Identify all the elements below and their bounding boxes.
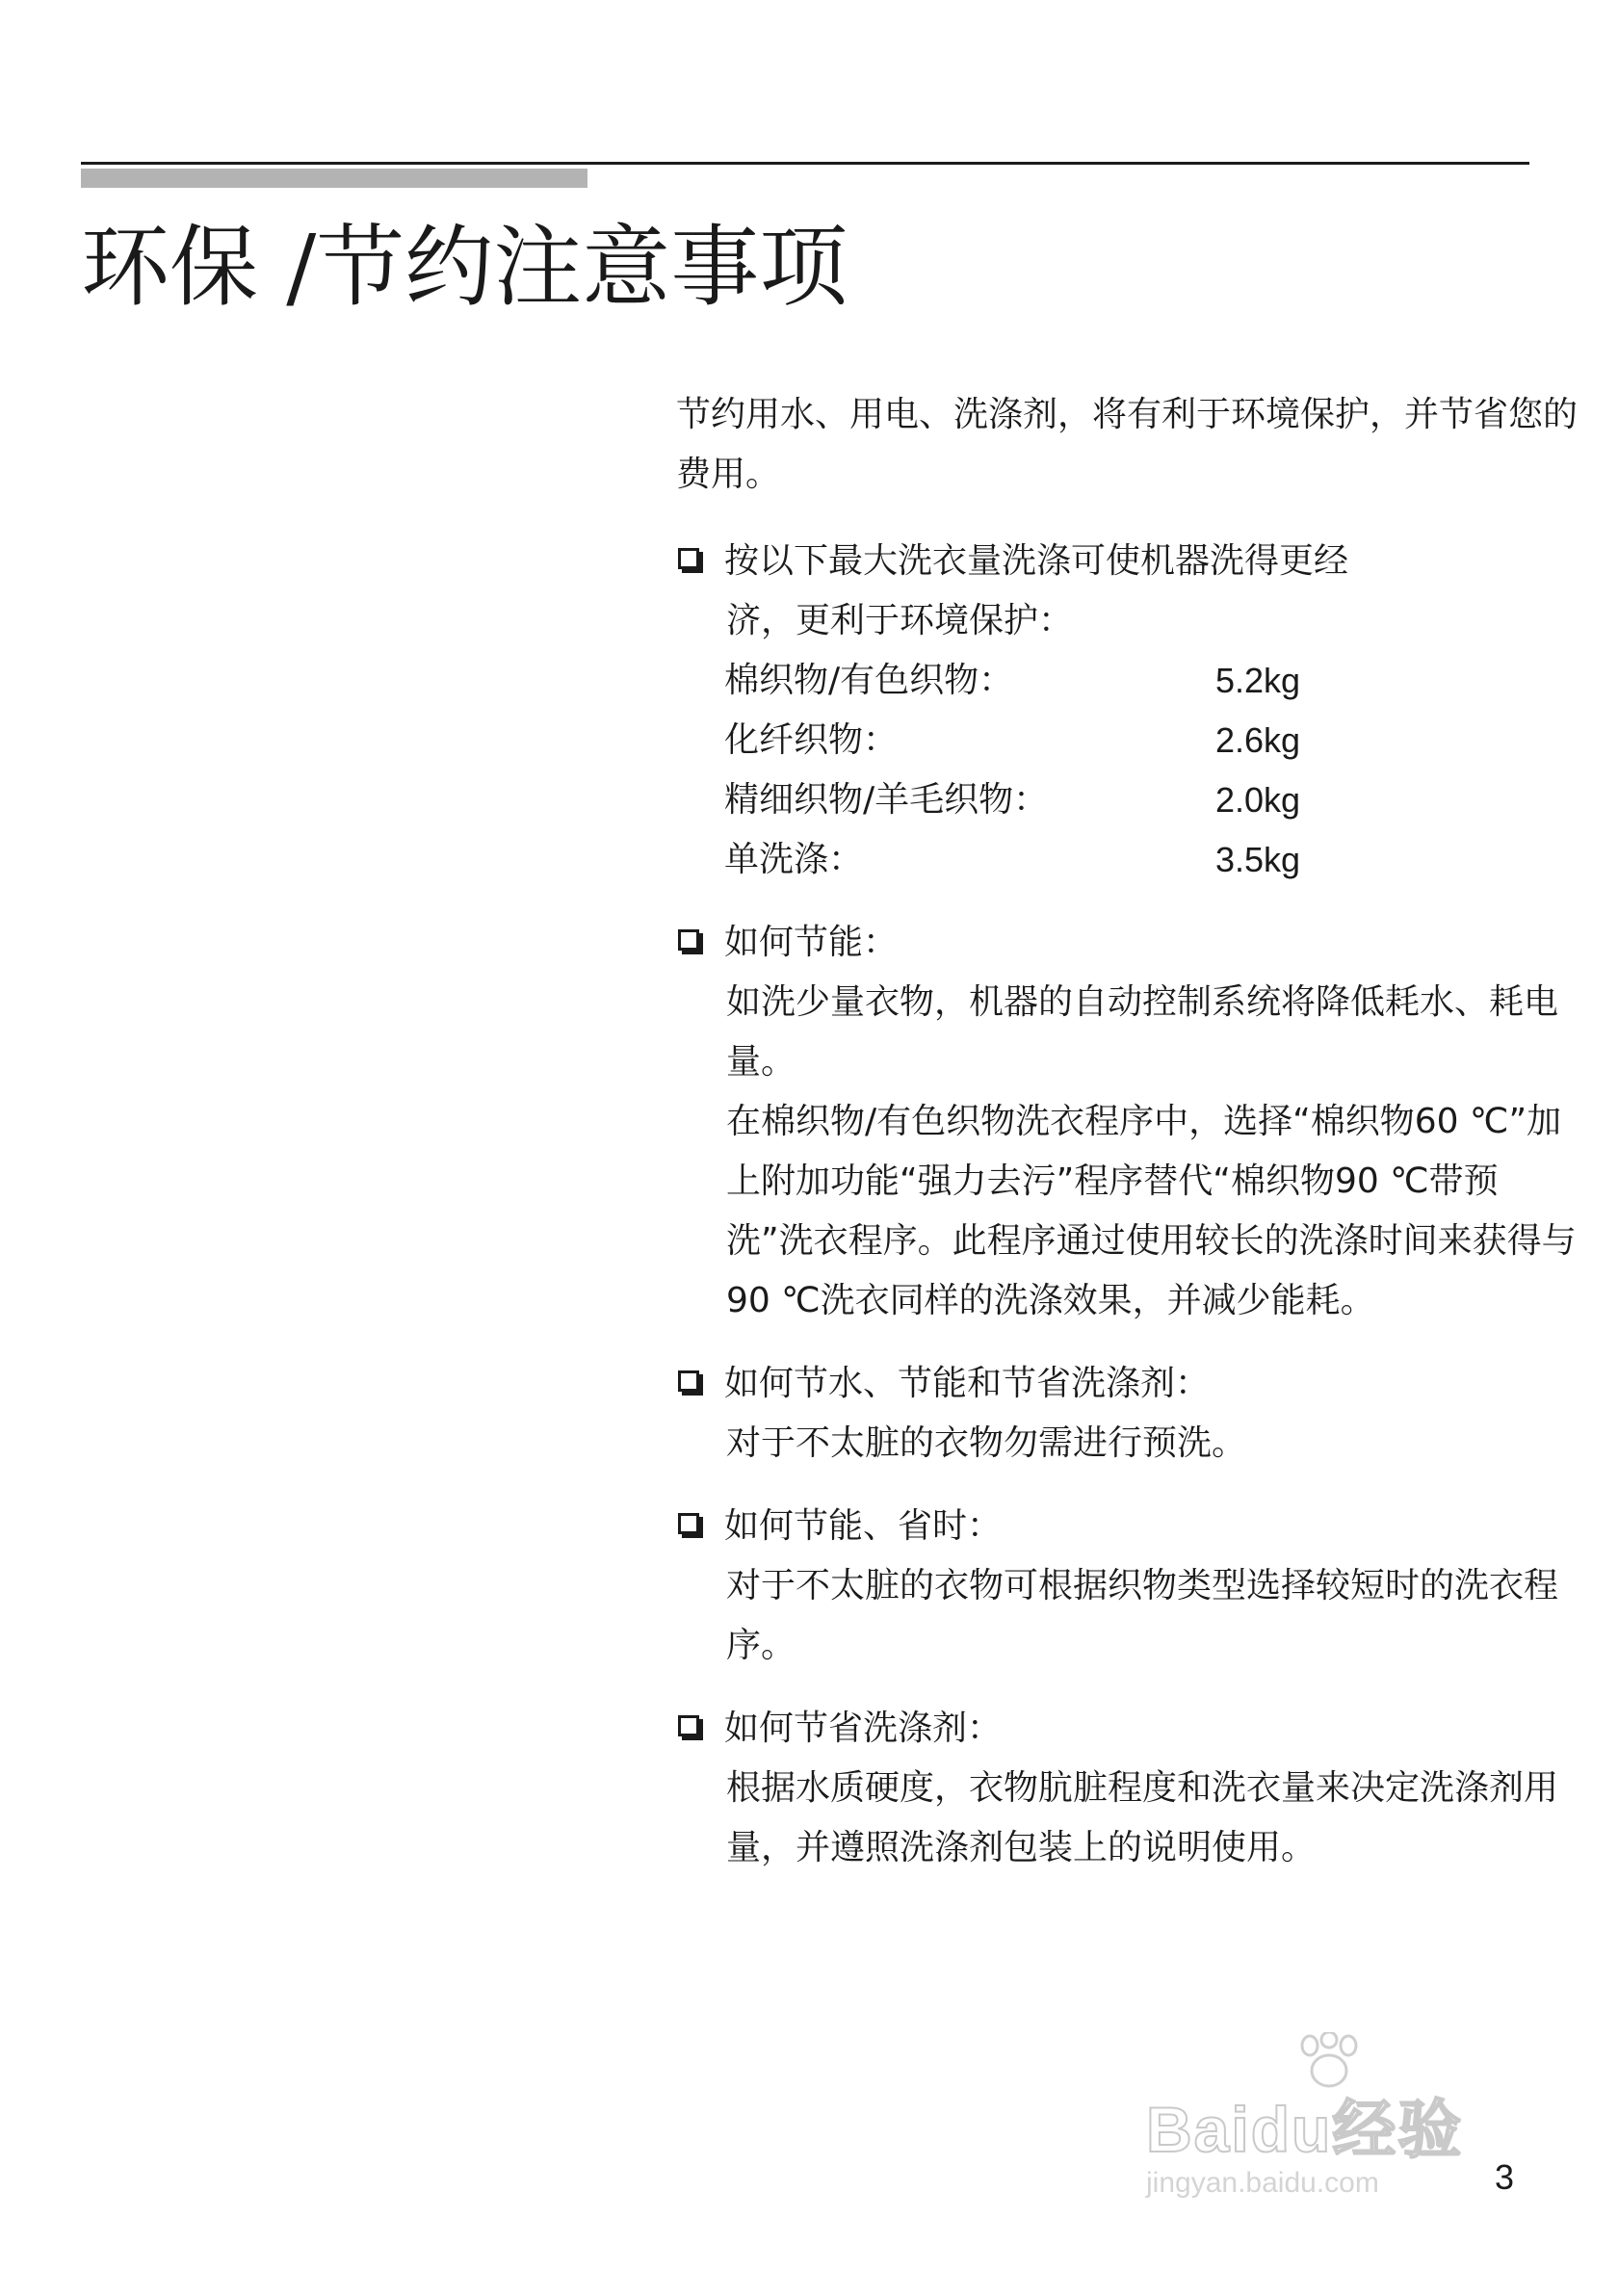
load-value: 3.5kg <box>1215 840 1301 879</box>
section-water-energy-detergent <box>676 1354 1581 1474</box>
load-label: 精细织物/羊毛织物： <box>724 780 1049 820</box>
section-heading <box>676 1497 1581 1556</box>
watermark-logo-text: Baidu经验 <box>1146 2094 1464 2165</box>
section-heading <box>676 1354 1581 1414</box>
section-body: 对于不太脏的衣物可根据织物类型选择较短时的洗衣程序。 <box>726 1566 1559 1665</box>
section-energy-time <box>676 1497 1581 1676</box>
section-heading <box>676 1699 1581 1759</box>
section-heading-text: 如何节水、节能和节省洗涤剂： <box>724 1364 1211 1403</box>
section-energy-saving <box>676 913 1581 1331</box>
page-number: 3 <box>1495 2157 1515 2197</box>
section-body: 根据水质硬度，衣物肮脏程度和洗衣量来决定洗涤剂用量，并遵照洗涤剂包装上的说明使用。 <box>726 1768 1559 1867</box>
checkbox-bullet-icon <box>678 1715 699 1736</box>
section-detergent-saving <box>676 1699 1581 1878</box>
load-label: 单洗涤： <box>724 840 864 879</box>
load-value: 2.6kg <box>1215 720 1301 760</box>
section-heading-text: 如何节省洗涤剂： <box>724 1709 1003 1748</box>
load-row-synthetics <box>676 711 1581 770</box>
checkbox-bullet-icon <box>678 548 699 569</box>
load-label: 棉织物/有色织物： <box>724 661 1014 700</box>
load-value: 5.2kg <box>1215 661 1301 700</box>
load-row-cotton <box>676 651 1581 711</box>
section-heading <box>676 532 1581 591</box>
checkbox-bullet-icon <box>678 1513 699 1534</box>
checkbox-bullet-icon <box>678 1370 699 1392</box>
load-value: 2.0kg <box>1215 780 1301 820</box>
section-heading <box>676 913 1581 973</box>
load-row-wash-only <box>676 830 1581 890</box>
section-heading-text: 如何节能： <box>724 923 899 962</box>
page-title: 环保 /节约注意事项 <box>81 216 848 319</box>
section-heading-continuation: 济，更利于环境保护： <box>726 601 1074 640</box>
watermark-url: jingyan.baidu.com <box>1146 2167 1379 2199</box>
load-label: 化纤织物： <box>724 720 899 760</box>
section-body: 如洗少量衣物，机器的自动控制系统将降低耗水、耗电量。 <box>726 982 1559 1082</box>
section-body: 在棉织物/有色织物洗衣程序中，选择“棉织物60 ℃”加上附加功能“强力去污”程序替代“棉织物90 ℃带预洗”洗衣程序。此程序通过使用较长的洗涤时间来获得与90 ℃洗衣同样的洗涤效果，并减少能耗。 <box>726 1102 1577 1320</box>
section-heading-text: 按以下最大洗衣量洗涤可使机器洗得更经 <box>724 541 1349 581</box>
main-content <box>676 385 1581 1901</box>
intro-paragraph: 节约用水、用电、洗涤剂，将有利于环境保护，并节省您的费用。 <box>676 395 1579 494</box>
load-row-delicates-wool <box>676 770 1581 830</box>
section-max-load <box>676 532 1581 890</box>
header-rule-line <box>81 162 1529 165</box>
baidu-watermark <box>1146 2032 1531 2205</box>
section-heading-text: 如何节能、省时： <box>724 1506 1003 1546</box>
section-body: 对于不太脏的衣物勿需进行预洗。 <box>726 1423 1247 1463</box>
checkbox-bullet-icon <box>678 929 699 951</box>
header-accent-bar <box>81 169 587 188</box>
